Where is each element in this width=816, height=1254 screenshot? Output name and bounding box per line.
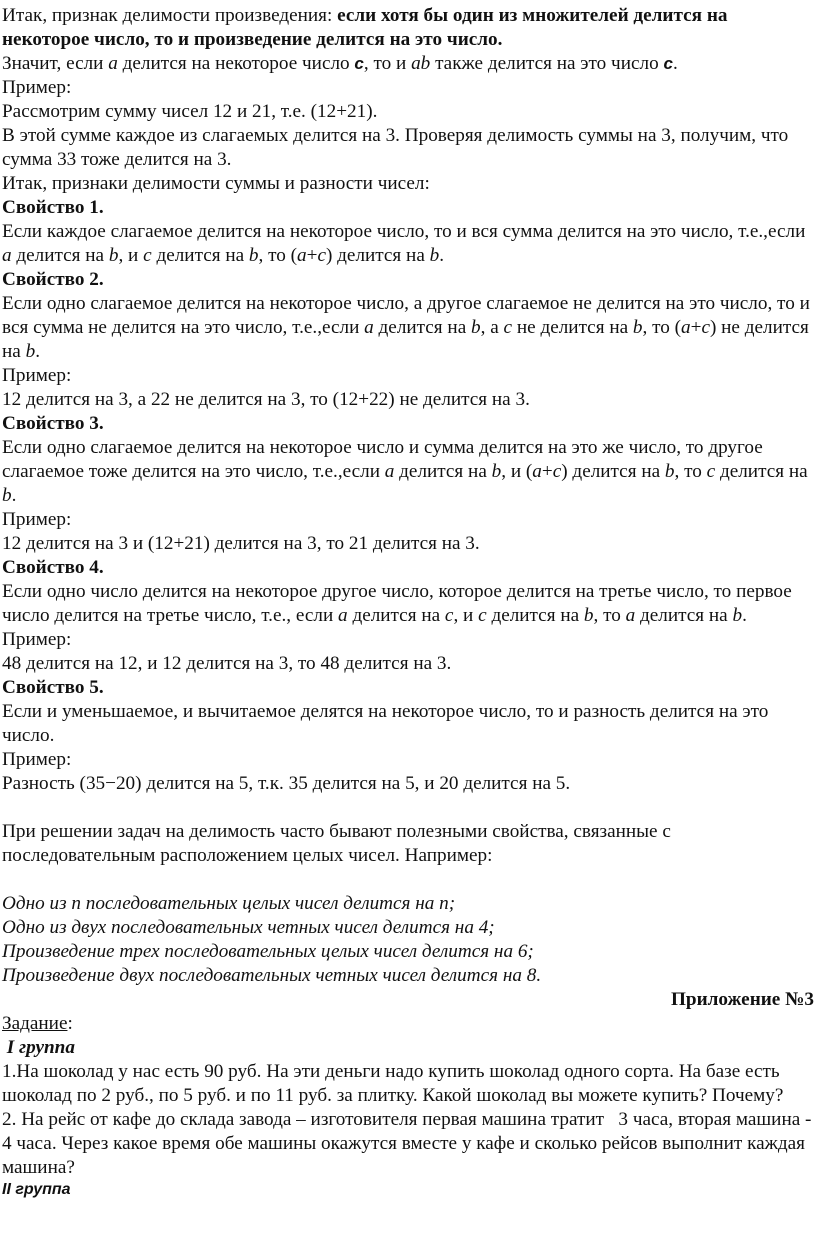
variable: a <box>681 317 691 338</box>
property-4-text <box>2 580 814 628</box>
variable: b <box>583 605 594 626</box>
example-label: Пример: <box>2 509 72 530</box>
example-sum-text: Рассмотрим сумму чисел 12 и 21, т.е. (12+21). <box>2 101 378 122</box>
example-label: Пример: <box>2 749 72 770</box>
variable: b <box>108 245 119 266</box>
variable: c <box>663 54 673 73</box>
text-span: делится на <box>11 245 109 266</box>
variable: c <box>444 605 454 626</box>
text-span: делится на <box>373 317 472 338</box>
property-4-example: 48 делится на 12, и 12 делится на 3, то 48 делится на 3. <box>2 653 452 674</box>
text-span: ) делится на <box>561 461 665 482</box>
text-span: , то ( <box>258 245 298 266</box>
task-1-text: 1.На шоколад у нас есть 90 руб. На эти деньги надо купить шоколад одного сорта. На базе есть шоколад по 2 руб., по 5 руб. и по 11 руб. за плитку. Какой шоколад вы можете купить? Почему? <box>2 1061 784 1106</box>
variable: a <box>108 53 118 74</box>
text-span: . <box>35 341 40 362</box>
text-span: + <box>690 317 702 338</box>
text-span: , и ( <box>501 461 533 482</box>
variable: a <box>532 461 542 482</box>
variable: b <box>732 605 743 626</box>
spacer <box>2 868 814 892</box>
consecutive-item: Одно из двух последовательных четных чисел делится на 4; <box>2 917 495 938</box>
text-span: ) не делится на <box>2 317 809 362</box>
property-2-title: Свойство 2. <box>2 269 104 290</box>
variable: b <box>248 245 259 266</box>
text-span: делится на <box>715 461 808 482</box>
product-divisibility-rule <box>2 4 814 52</box>
text-span: делится на некоторое число <box>117 53 355 74</box>
text-span: Если одно слагаемое делится на некоторое число, а другое слагаемое не делится на это число, то и вся сумма не делится на это число, т.е.,если <box>2 293 810 338</box>
text-span: + <box>541 461 553 482</box>
text-span: , а <box>480 317 504 338</box>
text-span: . <box>11 485 17 506</box>
property-4-title: Свойство 4. <box>2 557 104 578</box>
variable: b <box>2 485 12 506</box>
variable: a <box>297 245 307 266</box>
variable: b <box>25 341 36 362</box>
group-2-heading: II группа <box>2 1181 71 1198</box>
text-span: делится на <box>486 605 584 626</box>
variable: b <box>664 461 675 482</box>
text-span: . <box>742 605 747 626</box>
variable: c <box>701 317 710 338</box>
consecutive-item: Одно из n последовательных целых чисел делится на n; <box>2 893 456 914</box>
text-span: Значит, если <box>2 53 109 74</box>
variable: b <box>471 317 481 338</box>
variable: c <box>354 54 364 73</box>
property-5-title: Свойство 5. <box>2 677 104 698</box>
property-3-text <box>2 436 814 508</box>
property-3-title: Свойство 3. <box>2 413 104 434</box>
text-span: , и <box>118 245 144 266</box>
property-1-text <box>2 220 814 268</box>
property-2-text <box>2 292 814 364</box>
consecutive-item: Произведение трех последовательных целых чисел делится на 6; <box>2 941 534 962</box>
text-span: Если одно число делится на некоторое другое число, которое делится на третье число, то первое число делится на третье число, т.е., если <box>2 581 792 626</box>
spacer <box>2 796 814 820</box>
text-span: , то <box>593 605 626 626</box>
text-span: . <box>439 245 445 266</box>
text-span: Если каждое слагаемое делится на некоторое число, то и вся сумма делится на это число, т.е.,если <box>2 221 806 242</box>
variable: c <box>143 245 152 266</box>
consecutive-intro: При решении задач на делимость часто бывают полезными свойства, связанные с последовательным расположением целых чисел. Например: <box>2 821 671 866</box>
property-5-text: Если и уменьшаемое, и вычитаемое делятся на некоторое число, то и разность делится на это число. <box>2 701 769 746</box>
text-span: + <box>306 245 318 266</box>
variable: ab <box>411 53 431 74</box>
text-span: , и <box>453 605 479 626</box>
variable: c <box>552 461 562 482</box>
rule-intro-text: Итак, признак делимости произведения: <box>2 5 338 26</box>
variable: a <box>338 605 348 626</box>
group-1-heading: I группа <box>2 1037 75 1058</box>
example-label: Пример: <box>2 365 72 386</box>
task-label: Задание <box>2 1013 68 1034</box>
text-span: , то и <box>363 53 412 74</box>
variable: c <box>317 245 326 266</box>
consecutive-item: Произведение двух последовательных четных чисел делится на 8. <box>2 965 542 986</box>
text-span: . <box>672 53 678 74</box>
sum-difference-intro: Итак, признаки делимости суммы и разности чисел: <box>2 173 430 194</box>
variable: b <box>491 461 502 482</box>
property-1-title: Свойство 1. <box>2 197 104 218</box>
variable: a <box>625 605 636 626</box>
property-5-example: Разность (35−20) делится на 5, т.к. 35 делится на 5, и 20 делится на 5. <box>2 773 571 794</box>
property-2-example: 12 делится на 3, а 22 не делится на 3, то (12+22) не делится на 3. <box>2 389 530 410</box>
example-sum-explanation: В этой сумме каждое из слагаемых делится на 3. Проверяя делимость суммы на 3, получим, что сумма 33 тоже делится на 3. <box>2 125 789 170</box>
variable: c <box>478 605 487 626</box>
text-span: не делится на <box>512 317 633 338</box>
text-span: делится на <box>635 605 733 626</box>
text-span: делится на <box>347 605 445 626</box>
meaning-line <box>2 52 814 76</box>
rule-bold-text: если хотя бы один из множителей делится на некоторое число, то и произведение делится на это число. <box>2 5 728 50</box>
text-span: , то <box>674 461 707 482</box>
text-span: делится на <box>394 461 492 482</box>
text-span: делится на <box>151 245 249 266</box>
text-span: : <box>67 1013 73 1034</box>
task-heading <box>2 1012 814 1036</box>
variable: c <box>706 461 716 482</box>
property-3-example: 12 делится на 3 и (12+21) делится на 3, то 21 делится на 3. <box>2 533 480 554</box>
text-span: , то ( <box>642 317 682 338</box>
variable: c <box>503 317 513 338</box>
variable: a <box>364 317 374 338</box>
text-span: Если одно слагаемое делится на некоторое число и сумма делится на это же число, то другое слагаемое тоже делится на это число, т.е.,если <box>2 437 763 482</box>
text-span: ) делится на <box>325 245 430 266</box>
variable: a <box>384 461 395 482</box>
example-label: Пример: <box>2 629 72 650</box>
appendix-title: Приложение №3 <box>670 989 814 1010</box>
example-label: Пример: <box>2 77 72 98</box>
variable: b <box>632 317 643 338</box>
variable: b <box>429 245 440 266</box>
variable: a <box>2 245 12 266</box>
task-2-text: 2. На рейс от кафе до склада завода – изготовителя первая машина тратит 3 часа, вторая машина - 4 часа. Через какое время обе машины окажутся вместе у кафе и сколько рейсов выполнит каждая машина? <box>2 1109 816 1178</box>
text-span: также делится на это число <box>430 53 664 74</box>
